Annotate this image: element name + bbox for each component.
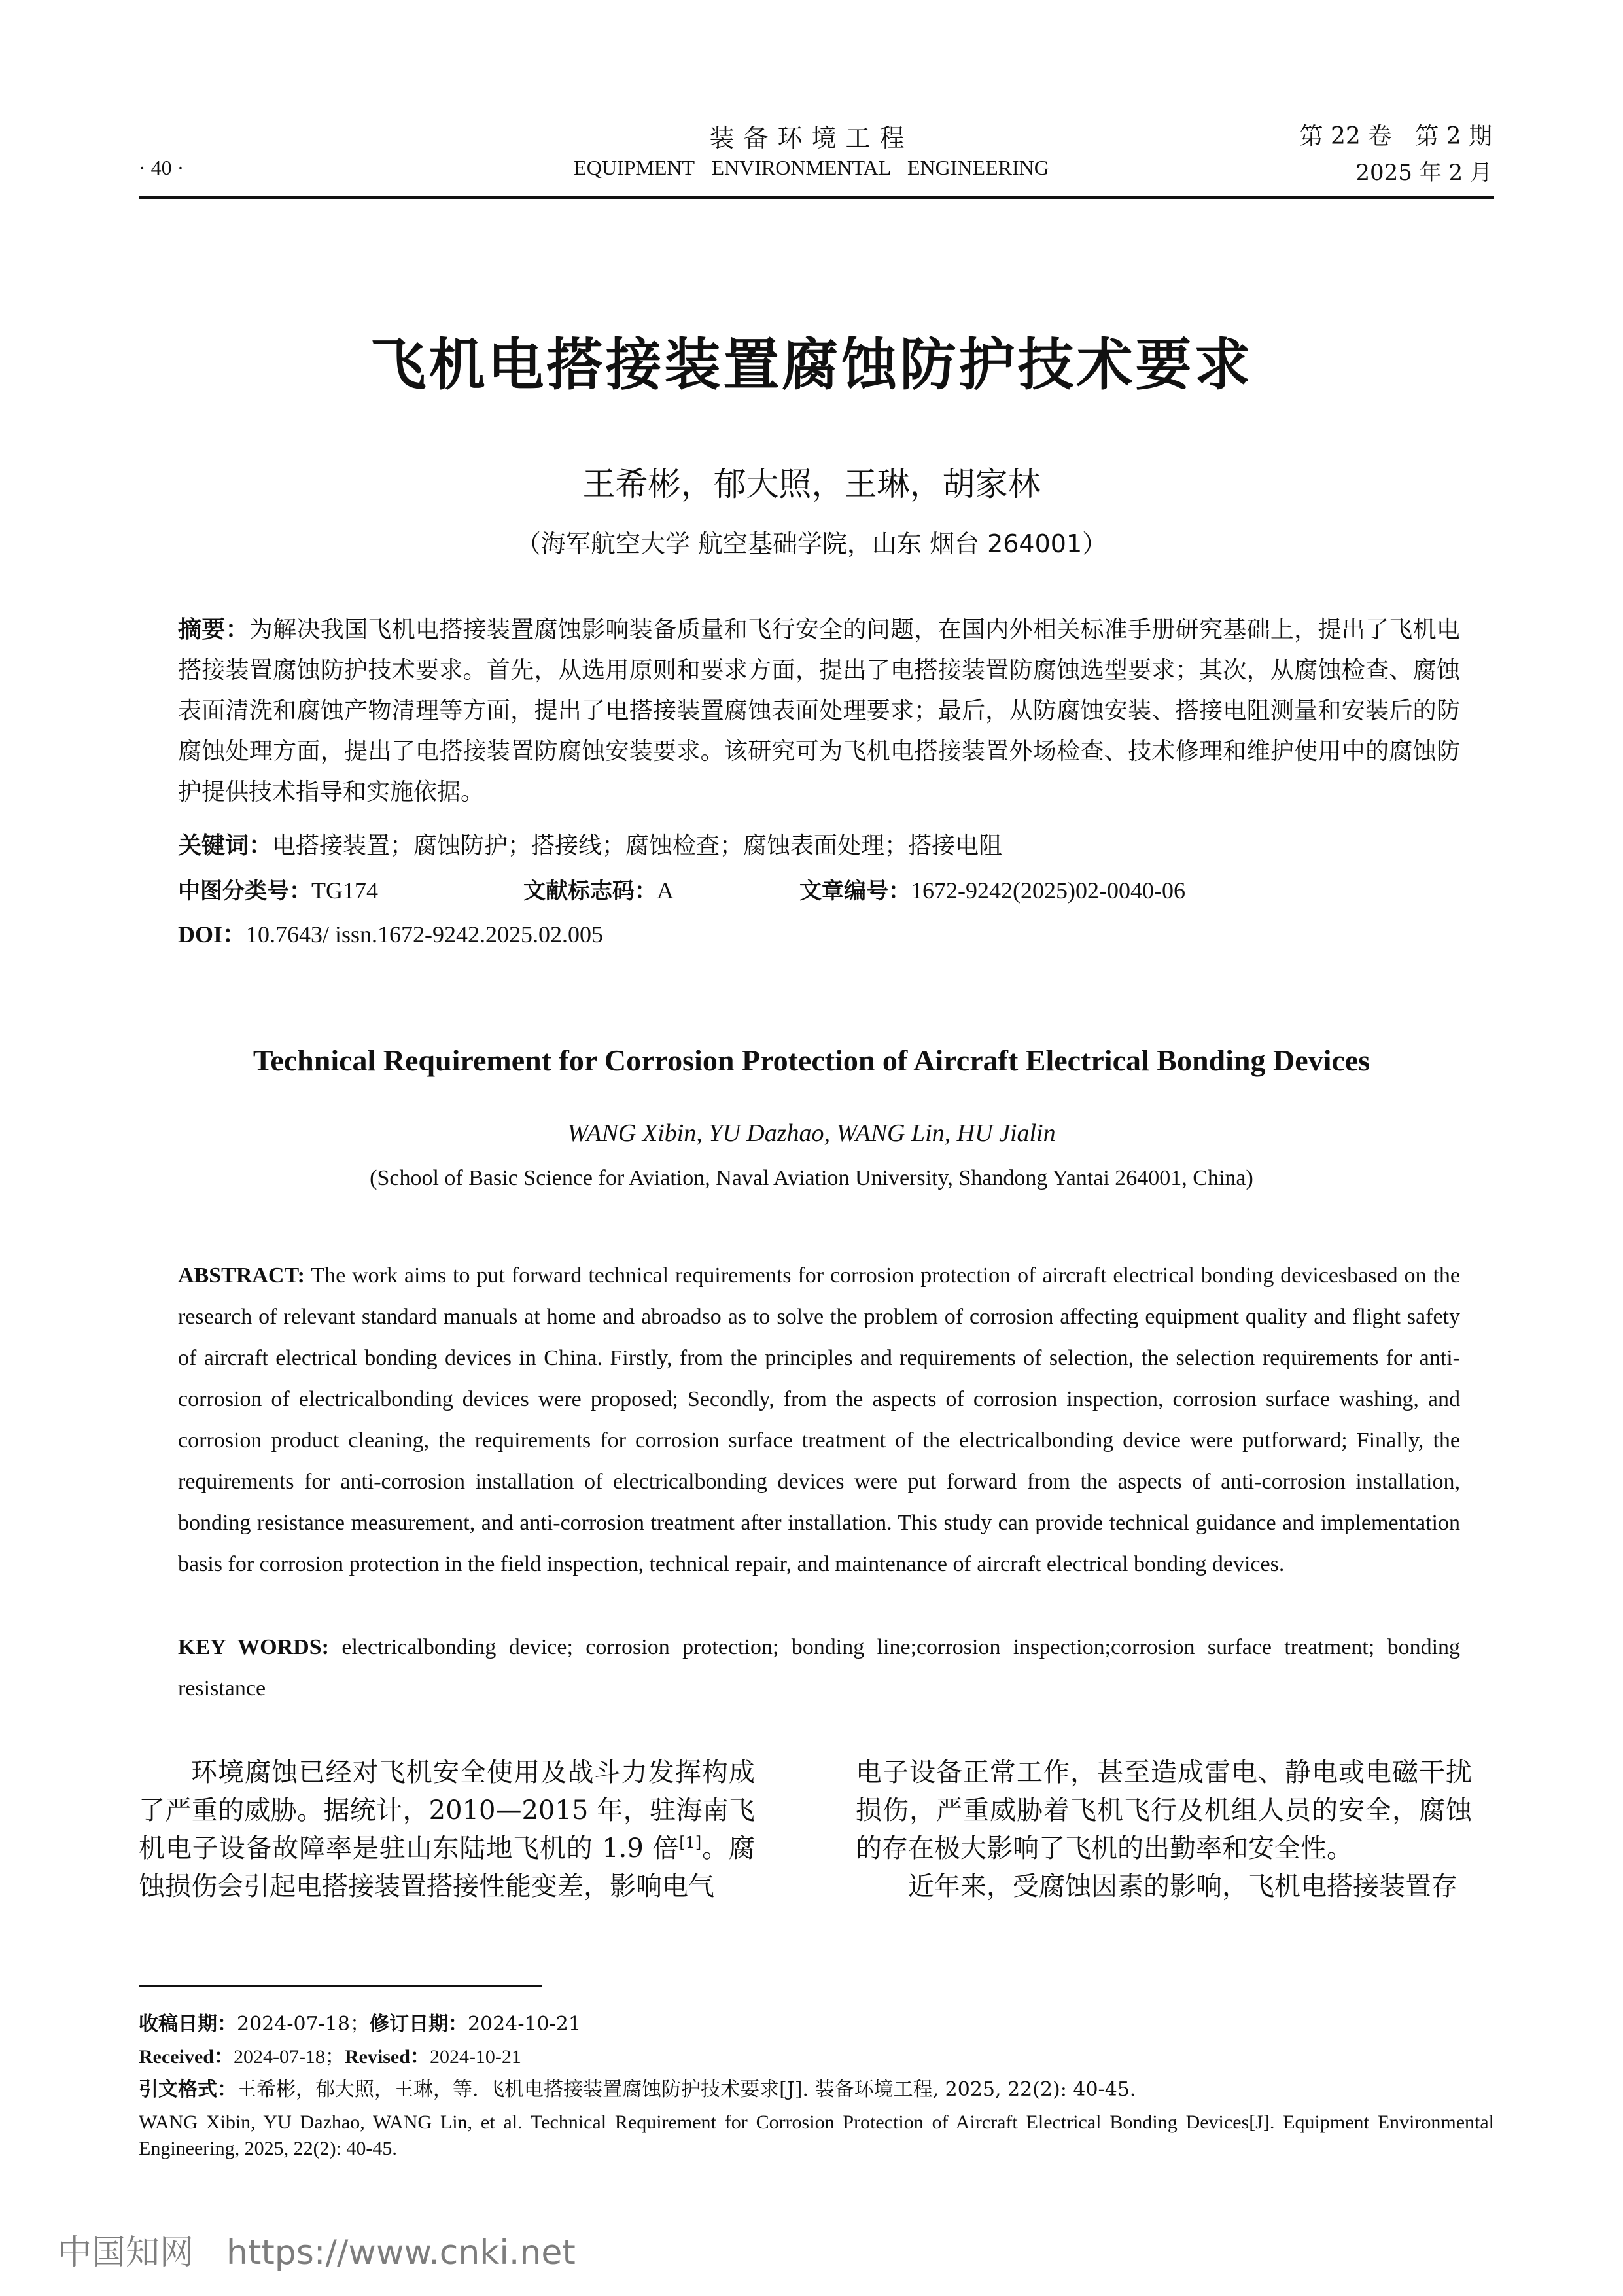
- citation-cn-label: 引文格式：: [139, 2078, 237, 2101]
- keywords-cn-text: 电搭接装置；腐蚀防护；搭接线；腐蚀检查；腐蚀表面处理；搭接电阻: [272, 832, 1003, 859]
- keywords-en: [178, 1627, 1460, 1709]
- footnote-rule: [139, 1985, 542, 1987]
- body-paragraph: 近年来，受腐蚀因素的影响，飞机电搭接装置存: [908, 1871, 1457, 1901]
- watermark-brand: 中国知网: [58, 2233, 194, 2272]
- abstract-cn-label: 摘要：: [178, 616, 249, 643]
- citation-cn-text: 王希彬，郁大照，王琳，等. 飞机电搭接装置腐蚀防护技术要求[J]. 装备环境工程, 2025, 22(2): 40-45.: [237, 2078, 1136, 2101]
- cnki-watermark: [58, 2225, 576, 2274]
- body-text: 环境腐蚀已经对飞机安全使用及战斗力发挥构成了严重的威胁。据统计，2010—2015 年，驻海南飞机电子设备故障率是驻山东陆地飞机的 1.9 倍: [139, 1757, 755, 1863]
- abstract-en-text: The work aims to put forward technical requirements for corrosion protection of aircraft electrical bonding devicesbased on the research of relevant standard manuals at home and abroadso as to solve the problem of corrosion affecting equipment quality and flight safety of aircraft electrical bonding devices in China. Firstly, from the principles and requirements of selection, the selection requirements for anti-corrosion of electricalbonding devices were proposed; Secondly, from the aspects of corrosion inspection, corrosion surface washing, and corrosion product cleaning, the requirements for corrosion surface treatment of the electricalbonding device were putforward; Finally, the requirements for anti-corrosion installation of electricalbonding devices were put forward from the aspects of anti-corrosion installation, bonding resistance measurement, and anti-corrosion treatment after installation. This study can provide technical guidance and implementation basis for corrosion protection in the field inspection, technical repair, and maintenance of aircraft electrical bonding devices.: [178, 1263, 1461, 1576]
- watermark-url[interactable]: https://www.cnki.net: [226, 2233, 576, 2272]
- article-number: [799, 873, 1185, 905]
- clc-label: 中图分类号：: [178, 878, 311, 904]
- received-date-cn: [139, 2011, 1494, 2038]
- authors-cn: 王希彬，郁大照，王琳，胡家林: [582, 465, 1041, 503]
- abstract-cn-text: 为解决我国飞机电搭接装置腐蚀影响装备质量和飞行安全的问题，在国内外相关标准手册研究基础上，提出了飞机电搭接装置腐蚀防护技术要求。首先，从选用原则和要求方面，提出了电搭接装置防腐蚀选型要求；其次，从腐蚀检查、腐蚀表面清洗和腐蚀产物清理等方面，提出了电搭接装置腐蚀表面处理要求；最后，从防腐蚀安装、搭接电阻测量和安装后的防腐蚀处理方面，提出了电搭接装置防腐蚀安装要求。该研究可为飞机电搭接装置外场检查、技术修理和维护使用中的腐蚀防护提供技术指导和实施依据。: [178, 616, 1460, 805]
- doi: [178, 916, 603, 949]
- revised-cn-label: 修订日期：: [369, 2013, 468, 2036]
- abstract-en-label: ABSTRACT:: [178, 1263, 305, 1288]
- body-text: 。腐蚀损伤会引起电搭接装置搭接性能变差，影响电气: [139, 1833, 756, 1901]
- received-en-value: 2024-07-18；: [233, 2046, 345, 2068]
- doc-code-label: 文献标志码：: [523, 878, 657, 904]
- article-number-value: 1672-9242(2025)02-0040-06: [911, 877, 1185, 904]
- citation-format-en: WANG Xibin, YU Dazhao, WANG Lin, et al. Technical Requirement for Corrosion Protection of Aircraft Electrical Bonding Devices[J]. Equipment Environmental Engineering, 2025, 22(2): 40-45.: [139, 2111, 1494, 2159]
- document-code: [523, 873, 674, 905]
- paper-title-cn: 飞机电搭接装置腐蚀防护技术要求: [370, 332, 1253, 398]
- keywords-cn: [178, 826, 1460, 866]
- received-en-label: Received：: [139, 2046, 234, 2068]
- paper-title-en: Technical Requirement for Corrosion Protection of Aircraft Electrical Bonding Devices: [253, 1044, 1370, 1077]
- received-cn-value: 2024-07-18；: [237, 2013, 370, 2036]
- keywords-en-text: electricalbonding device; corrosion protection; bonding line;corrosion inspection;corrosion surface treatment; bonding resistance: [178, 1635, 1461, 1701]
- clc-value: TG174: [311, 877, 378, 904]
- revised-en-label: Revised：: [344, 2046, 430, 2068]
- doi-value: 10.7643/ issn.1672-9242.2025.02.005: [246, 921, 604, 947]
- revised-en-value: 2024-10-21: [429, 2046, 521, 2068]
- affiliation-cn: （海军航空大学 航空基础学院，山东 烟台 264001）: [515, 529, 1108, 558]
- issue-date: 2025 年 2 月: [1355, 160, 1492, 186]
- abstract-en: [178, 1255, 1460, 1585]
- header-rule: [139, 196, 1494, 199]
- abstract-cn: [178, 610, 1460, 813]
- article-number-label: 文章编号：: [799, 878, 911, 904]
- body-paragraph: [139, 1754, 755, 1905]
- doc-code-value: A: [657, 877, 674, 904]
- journal-title-en: EQUIPMENT ENVIRONMENTAL ENGINEERING: [574, 156, 1049, 179]
- clc-number: [178, 873, 378, 905]
- affiliation-en: (School of Basic Science for Aviation, Naval Aviation University, Shandong Yantai 264001, China): [370, 1166, 1253, 1190]
- received-cn-label: 收稿日期：: [139, 2013, 237, 2036]
- journal-title-cn: 装备环境工程: [709, 124, 914, 152]
- body-column-left: [139, 1754, 755, 1905]
- citation-format-cn: [139, 2077, 1494, 2103]
- authors-en: WANG Xibin, YU Dazhao, WANG Lin, HU Jialin: [567, 1120, 1056, 1147]
- page-number: · 40 ·: [139, 156, 184, 179]
- revised-cn-value: 2024-10-21: [467, 2013, 581, 2036]
- doi-label: DOI：: [178, 921, 247, 947]
- body-paragraph: 电子设备正常工作，甚至造成雷电、静电或电磁干扰损伤，严重威胁着飞机飞行及机组人员的安全，腐蚀的存在极大影响了飞机的出勤率和安全性。: [856, 1757, 1472, 1863]
- keywords-en-label: KEY WORDS:: [178, 1635, 329, 1659]
- received-date-en: [139, 2044, 1494, 2070]
- citation-ref[interactable]: [1]: [679, 1833, 702, 1852]
- volume-issue: 第 22 卷 第 2 期: [1299, 123, 1492, 150]
- keywords-cn-label: 关键词：: [178, 832, 273, 859]
- body-column-right: [856, 1754, 1472, 1905]
